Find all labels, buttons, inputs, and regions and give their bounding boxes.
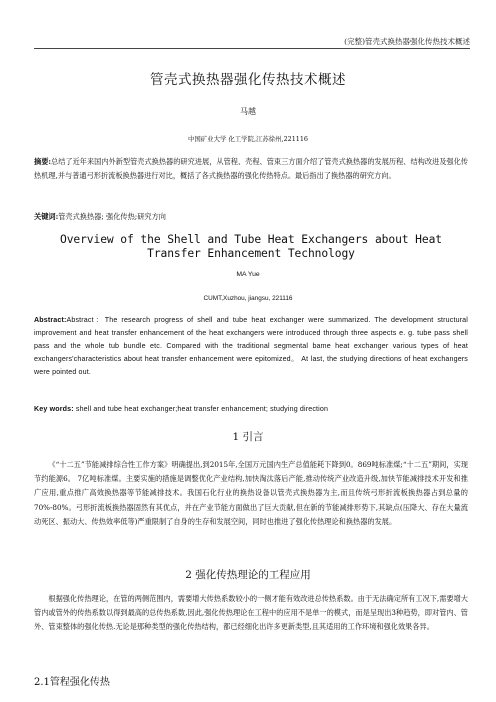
abstract-en-text: Abstract：The research progress of shell and tube heat exchanger were summarized. The development structural improvement and heat transfer enhancement of the heat exchangers were introduced through three aspects e. g. tube pass shell pass and the whole tub bundle etc. Compared with the traditional segmental bame heat exchanger various types of heat exchangers'characteristics about heat transfer enhancement were epitomized。 At last, the studying directions of heat exchangers were pointed out. — [34, 316, 468, 377]
keywords-cn-text: 管壳式换热器; 强化传热;研究方向 — [58, 212, 166, 221]
keywords-en — [34, 405, 468, 413]
abstract-cn-text: 总结了近年来国内外新型管壳式换热器的研究进展，从管程、壳程、管束三方面介绍了管壳式换热器的发展历程、结构改进及强化传热机理,并与普通弓形折流板换热器进行对比，概括了各式换热器的强化传热特点。最后指出了换热器的研究方向。 — [34, 157, 468, 180]
paper-title-cn: 管壳式换热器强化传热技术概述 — [150, 72, 346, 88]
section-paragraph-intro: 《“十二五”节能减排综合性工作方案》明确提出,到2015年,全国万元国内生产总值能耗下降到0。869吨标准煤;“十二五”期间，实现节约能源6。 7亿吨标准煤。主要实施的措施是调整优化产业结构,加快淘汰落后产能,推动传统产业改造升级,加快节能减排技术开发和推广应用,重点推广高效换热器等节能减排技术。我国石化行业的换热设备以管壳式换热器为主,而且传统弓形折流板换热器占到总量的70%-80%。弓形折流板换热器固然有其优点，并在产业节能方面做出了巨大贡献,但在新的节能减排形势下,其缺点(压降大、存在大量流动死区、振动大、传热效率低等)严重限制了自身的生存和发展空间，同时也推进了强化传热理论和换热器的发展。 — [34, 460, 468, 526]
abstract-en-label: Abstract: — [34, 316, 67, 324]
author-en: MA Yue — [236, 271, 260, 278]
keywords-cn-label: 关键词: — [34, 212, 59, 221]
header-rule — [34, 48, 470, 49]
abstract-cn — [34, 155, 468, 183]
section-paragraph-application: 根据强化传热理论，在管的两侧范围内，需要增大传热系数较小的一侧才能有效改进总传热系数。由于无法确定所有工况下,需要增大管内或管外的传热系数以得到最高的总传热系数,因此,强化传热理论在工程中的应用不是单一的模式，而是呈现出3种趋势，即对管内、管外、管束整体的强化传热.无论是那种类型的强化传热结构，都已经细化出许多更新类型,且其适用的工作环境和强化效果各异。 — [34, 594, 468, 632]
running-header: (完整)管壳式换热器强化传热技术概述 — [344, 37, 470, 46]
author-cn: 马越 — [240, 107, 256, 116]
keywords-en-text: shell and tube heat exchanger;heat transfer enhancement; studying direction — [73, 405, 329, 413]
abstract-en — [34, 314, 468, 379]
affiliation-en: CUMT,Xuzhou, jiangsu, 221116 — [203, 295, 293, 302]
section-heading-intro: 1 引言 — [232, 431, 264, 443]
keywords-en-label: Key words: — [34, 405, 74, 413]
keywords-cn — [34, 212, 468, 222]
subsection-heading-tube-pass: 2.1管程强化传热 — [34, 677, 110, 688]
affiliation-cn: 中国矿业大学 化工学院,江苏徐州,221116 — [188, 135, 308, 143]
section-heading-application: 2 强化传热理论的工程应用 — [185, 569, 311, 581]
paper-title-en: Overview of the Shell and Tube Heat Exchangers about Heat Transfer Enhancement Technology — [60, 233, 442, 260]
abstract-cn-label: 摘要: — [34, 157, 52, 166]
